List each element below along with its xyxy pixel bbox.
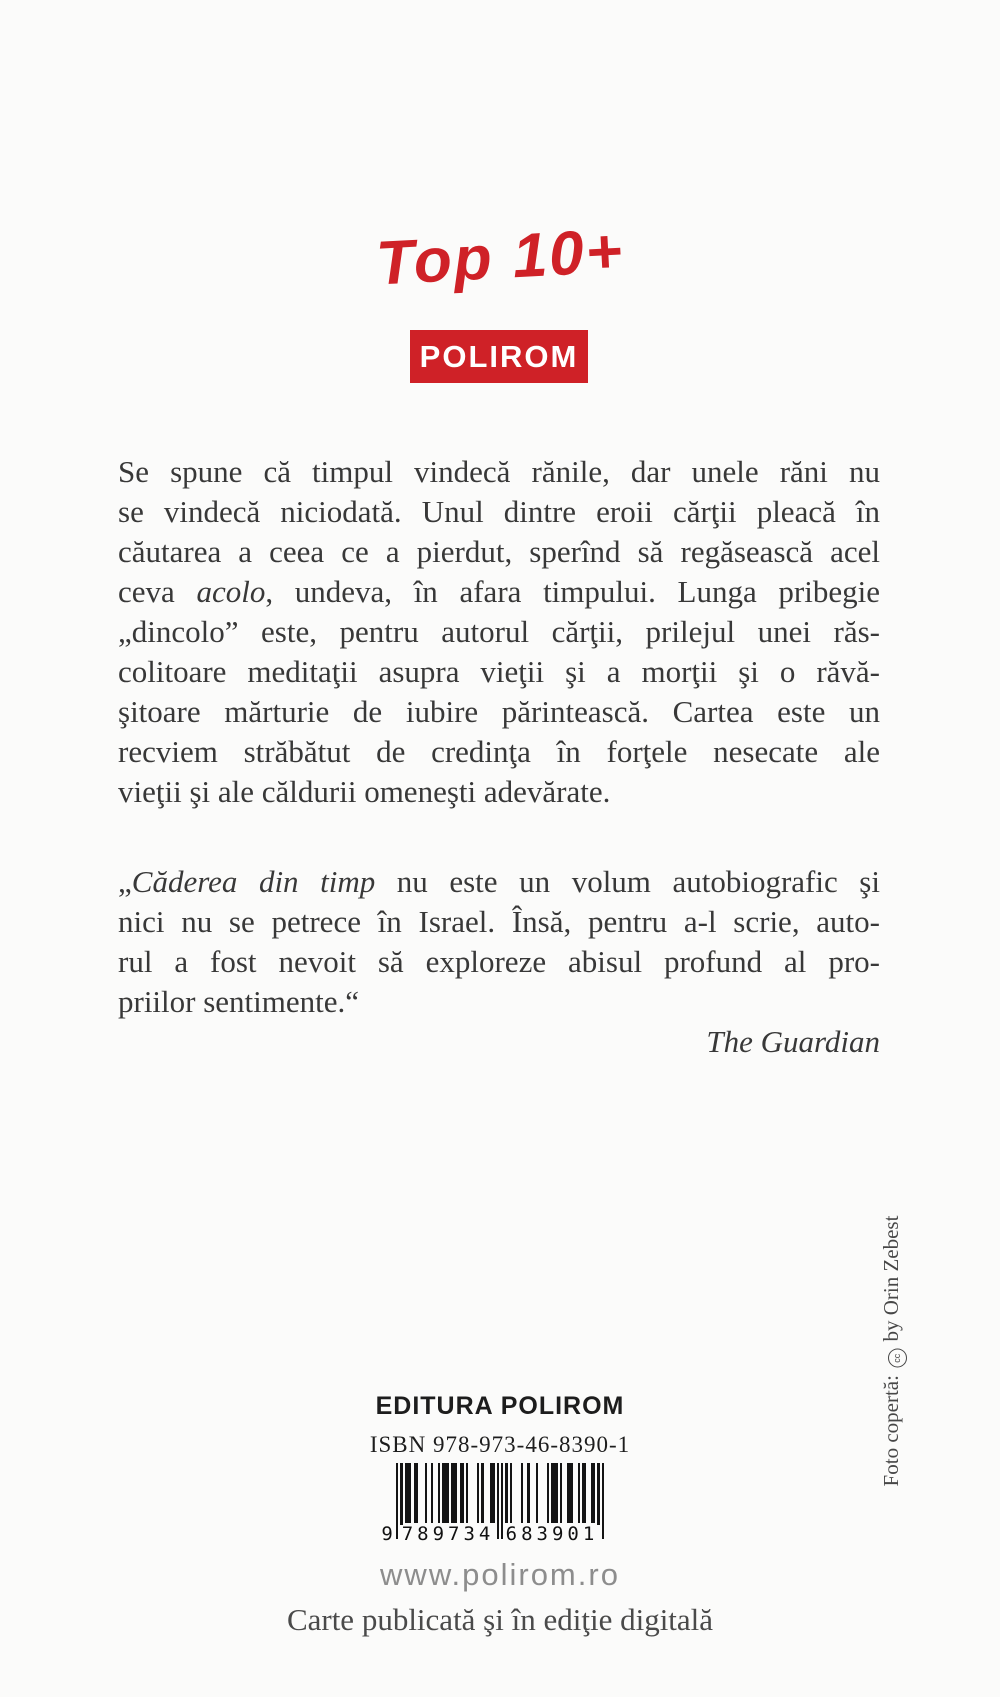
publisher-website: www.polirom.ro — [380, 1557, 620, 1592]
blurb-line — [118, 532, 880, 572]
blurb-line — [118, 452, 880, 492]
barcode-bar — [602, 1463, 604, 1539]
blurb-text-segment: recviem străbătut de credinţa în forţele nesecate ale — [118, 734, 880, 769]
creative-commons-icon: cc — [888, 1349, 907, 1368]
digital-edition-note: Carte publicată şi în ediţie digitală — [286, 1602, 714, 1637]
blurb-italic-segment: acolo — [196, 574, 266, 609]
blurb-line — [118, 572, 880, 612]
blurb-text-segment: , undeva, în afara timpului. Lunga pribegie — [265, 574, 880, 609]
blurb-line — [118, 612, 880, 652]
blurb-line — [118, 862, 880, 902]
blurb-line — [118, 492, 880, 532]
blurb-text-segment: căutarea a ceea ce a pierdut, sperînd să regăsească acel — [118, 534, 880, 569]
blurb-text-segment: priilor sentimente.“ — [118, 984, 360, 1019]
photo-credit-prefix: Foto copertă: — [879, 1375, 903, 1487]
cover-photo-credit — [879, 1216, 907, 1487]
isbn-line: ISBN 978-973-46-8390-1 — [369, 1432, 631, 1457]
blurb-line — [118, 942, 880, 982]
blurb-line — [118, 732, 880, 772]
blurb-text-segment: Se spune că timpul vindecă rănile, dar unele răni nu — [118, 454, 880, 489]
blurb-text-segment: nici nu se petrece în Israel. Însă, pentru a-l scrie, auto- — [118, 904, 880, 939]
blurb-text-segment: nu este un volum autobiografic şi — [375, 864, 880, 899]
blurb-text-segment: vieţii şi ale căldurii omeneşti adevărate. — [118, 774, 611, 809]
blurb — [118, 452, 880, 1062]
blurb-text-segment: colitoare meditaţii asupra vieţii şi a morţii şi o răvă- — [118, 654, 880, 689]
blurb-line — [118, 692, 880, 732]
top10-collection-logo: Top 10+ — [374, 216, 626, 299]
blurb-paragraph-1 — [118, 452, 880, 812]
blurb-line — [118, 652, 880, 692]
blurb-text-segment: „dincolo” este, pentru autorul cărţii, prilejul unei răs- — [118, 614, 880, 649]
blurb-italic-segment: Căderea din timp — [131, 864, 376, 899]
isbn-barcode — [381, 1463, 604, 1545]
blurb-line — [118, 902, 880, 942]
photo-credit-author: by Orin Zebest — [879, 1215, 903, 1342]
barcode-digit-group: 789734 — [401, 1523, 495, 1545]
publisher-name: EDITURA POLIROM — [375, 1392, 625, 1420]
barcode-digit-group: 683901 — [505, 1523, 599, 1545]
blurb-text-segment: se vindecă niciodată. Unul dintre eroii cărţii pleacă în — [118, 494, 880, 529]
review-attribution: The Guardian — [706, 1024, 880, 1059]
blurb-text-segment: ceva — [118, 574, 197, 609]
blurb-text-segment: şitoare mărturie de iubire părintească. Cartea este un — [118, 694, 880, 729]
blurb-text-segment: „ — [118, 864, 132, 899]
barcode-digit-group: 9 — [381, 1523, 393, 1545]
polirom-logo — [410, 330, 588, 383]
footer — [0, 1392, 1000, 1638]
blurb-text-segment: rul a fost nevoit să exploreze abisul profund al pro- — [118, 944, 880, 979]
polirom-logo-label: POLIROM — [419, 338, 579, 374]
blurb-line — [118, 772, 880, 812]
blurb-paragraph-2 — [118, 862, 880, 1022]
blurb-line — [118, 982, 880, 1022]
